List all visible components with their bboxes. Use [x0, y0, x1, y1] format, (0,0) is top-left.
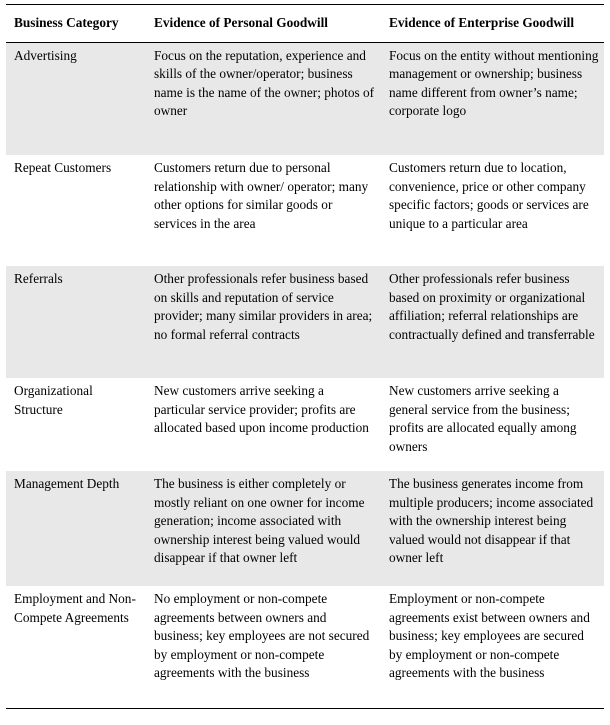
table-row — [6, 42, 604, 155]
category-cell: Management Depth — [6, 471, 146, 586]
personal-goodwill-cell: Focus on the reputation, experience and skills of the owner/operator; business name is the name of the owner; photos of owner — [146, 42, 381, 155]
enterprise-goodwill-cell: Customers return due to location, convenience, price or other company specific factors; goods or services are unique to a particular area — [389, 160, 589, 231]
category-cell: Referrals — [6, 266, 146, 378]
enterprise-goodwill-cell: Other professionals refer business based on proximity or organizational affiliation; referral relationships are contractually defined and transferrable — [381, 266, 604, 378]
header-business-category: Business Category — [6, 5, 146, 43]
enterprise-goodwill-cell: Focus on the entity without mentioning management or ownership; business name different from owner’s name; corporate logo — [381, 42, 604, 155]
table-row — [6, 266, 604, 378]
personal-goodwill-cell: Other professionals refer business based on skills and reputation of service provider; many similar providers in area; no formal referral contracts — [146, 266, 381, 378]
enterprise-goodwill-cell: New customers arrive seeking a general service from the business; profits are allocated equally among owners — [389, 383, 577, 454]
enterprise-goodwill-cell: The business generates income from multiple producers; income associated with the ownership interest being valued would not disappear if that owner left — [381, 471, 604, 586]
header-row — [6, 5, 604, 43]
goodwill-comparison-table — [6, 4, 604, 709]
category-cell: Repeat Customers — [14, 160, 112, 176]
enterprise-goodwill-cell: Employment or non-compete agreements exist between owners and business; key employees are secured by employment or non-compete agreements with the business — [381, 586, 604, 708]
personal-goodwill-cell: No employment or non-compete agreements between owners and business; key employees are not secured by employment or non-compete agreements with the business — [146, 586, 381, 708]
personal-goodwill-cell: Customers return due to personal relationship with owner/ operator; many other options for similar goods or services in the area — [154, 160, 369, 231]
category-cell: Advertising — [6, 42, 146, 155]
header-enterprise-goodwill: Evidence of Enterprise Goodwill — [381, 5, 604, 43]
personal-goodwill-cell: The business is either completely or mostly reliant on one owner for income generation; income associated with ownership interest being valued would disappear if that owner left — [146, 471, 381, 586]
personal-goodwill-cell: New customers arrive seeking a particular service provider; profits are allocated based upon income production — [154, 383, 369, 436]
table-row — [6, 378, 604, 471]
table-row — [6, 586, 604, 708]
table-row — [6, 471, 604, 586]
category-cell: Employment and Non-Compete Agreements — [6, 586, 146, 708]
category-cell: Organizational Structure — [14, 383, 93, 417]
header-personal-goodwill: Evidence of Personal Goodwill — [146, 5, 381, 43]
table-row — [6, 155, 604, 266]
